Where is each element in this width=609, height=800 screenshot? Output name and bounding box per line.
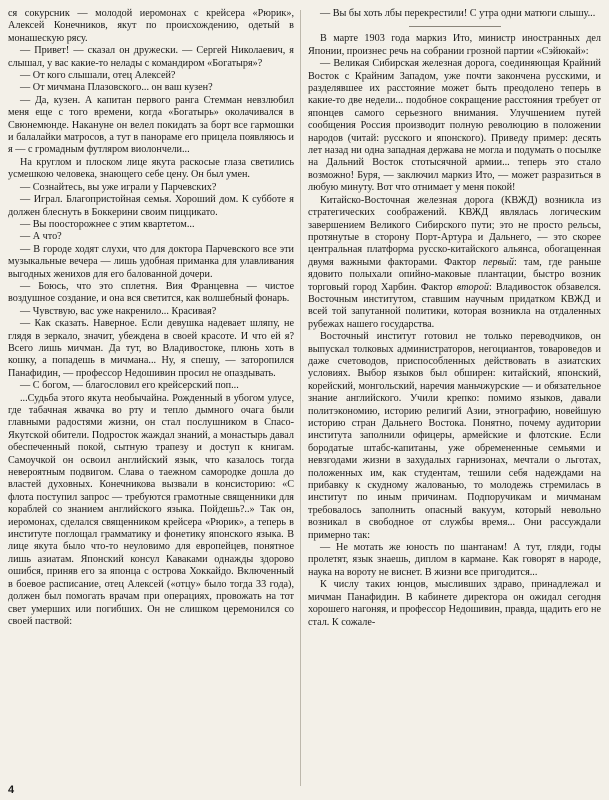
paragraph: Восточный институт готовил не только переводчиков, он выпускал толковых администраторов, негоциантов, товароведов и даже счетоводов, приспособленных действовать в азиатских условиях. Выбор языков был обширен: китайский, японский, корейский, монгольский, наречия маньчжурские — и обязательное знание английского. Учили крепко: помимо языков, давали политэкономию, историю религий Азии, этнографию, новейшую историю стран Дальнего Востока. Понятно, почему аудитории института заполнили офицеры, армейские и флотские. Если бородатые штабс-капитаны, уже обремененные семьями и невзгодами жизни в захудалых гарнизонах, мечтали о льготах, положенных им, как студентам, тешили себя надеждами на прибавку к скудному жалованью, то молодежь стремилась в институт по иным причинам. Подпоручикам и мичманам требовалось заполнить опасный вакуум, который невольно возникал в свободное от службы время... Они рассуждали примерно так: — [308, 331, 601, 541]
paragraph: В марте 1903 года маркиз Ито, министр иностранных дел Японии, произнес речь на собрании грозной партии «Сэйюкай»: — [308, 33, 601, 57]
column-divider — [300, 10, 301, 786]
paragraph: — Вы поосторожнее с этим квартетом... — [20, 218, 195, 230]
paragraph: — А что? — [20, 231, 62, 243]
page-number: 4 — [8, 784, 15, 796]
section-separator — [409, 26, 501, 27]
paragraph: — Играл. Благопристойная семья. Хороший дом. К субботе я должен блеснуть в Боккерини своим пиццикато. — [8, 194, 294, 218]
paragraph: — Сознайтесь, вы уже играли у Парчевских? — [20, 181, 217, 193]
paragraph: — Великая Сибирская железная дорога, соединяющая Крайний Восток с Крайним Западом, уже почти закончена русскими, и разделявшее их расстояние может быть преодолено теперь в какие-то две недели... подобное сокращение расстояния требует от японцев самого серьезного внимания. Улучшением путей сообщения Россия производит полную революцию в положении народов (читай: русского и японского). Приведу пример: десять лет назад ни одна западная держава не могла и подумать о посылке на Дальний Восток стотысячной армии... теперь это стало возможно! Буря, — заключил маркиз Ито, — может разразиться в любую минуту. Вот что отнимает у меня покой! — [308, 58, 601, 194]
paragraph: Китайско-Восточная железная дорога (КВЖД) возникла из стратегических соображений. КВЖД являлась логическим завершением Великого Сибирского пути; это не просто рельсы, протянутые в сторону Порт-Артура и Дальнего, — это скорее центральная платформа русско-китайского альянса, обогащенная двумя важными факторами. Фактор первый: там, где раньше ядовито полыхали опийно-маковые плантации, быстро возник торговый город Харбин. Фактор второй: Владивосток обзавелся. Восточным институтом, ставшим научным придатком КВЖД и всей той запутанной политики, которая возникла на отдаленных рубежах нашего государства. — [308, 194, 601, 330]
paragraph: На круглом и плоском лице якута раскосые глаза светились усмешкою человека, знающего себе цену. Он был умен. — [8, 156, 294, 181]
paragraph: — Боюсь, что это сплетня. Вия Францевна — чистое воздушное создание, и она вся светится, как волшебный фонарь. — [8, 280, 294, 305]
paragraph: — Как сказать. Наверное. Если девушка надевает шляпу, не глядя в зеркало, значит, убеждена в своей красоте. И что ей я? Всего лишь мичман. Да тут, во Владивостоке, плюнь хоть в кошку, а попадешь в мичмана... Ну, я спешу, — заторопился Панафидин, — профессор Недошивин просил не опаздывать. — [8, 318, 294, 379]
paragraph: К числу таких юнцов, мысливших здраво, принадлежал и мичман Панафидин. В кабинете директора он ожидал сегодня хорошего нагоняя, и профессор Недошивин, правда, щадить его не стал. К сожале- — [308, 579, 601, 628]
right-column-top-block — [308, 8, 601, 20]
paragraph: — С богом, — благословил его крейсерский поп... — [20, 380, 239, 392]
right-column-main-block — [308, 33, 601, 629]
paragraph: — Привет! — сказал он дружески. — Сергей Николаевич, я слышал, у вас какие-то нелады с командиром «Богатыря»? — [8, 45, 294, 69]
paragraph: — Не мотать же юность по шантанам! А тут, гляди, годы пролетят, язык знаешь, диплом в кармане. Как говорят в народе, наука на вороту не виснет. В жизни все пригодится... — [308, 542, 601, 578]
paragraph: — В городе ходят слухи, что для доктора Парчевского все эти музыкальные вечера — лишь удобная приманка для улавливания выгодных женихов для его балованной дочери. — [8, 243, 294, 280]
paragraph: — Чувствую, вас уже накренило... Красивая? — [20, 305, 217, 317]
paragraph: — Да, кузен. А капитан первого ранга Стемман невзлюбил меня еще с того времени, когда «Богатырь» околачивался в Свюнемюнде. Накануне он велел покидать за борт все гармошки и балалайки матросов, а тут в панораме его прицела появляюсь и я — с громадным футляром виолончели... — [8, 94, 294, 156]
paragraph: — Вы бы хоть лбы перекрестили! С утра одни матюги слышу... — [320, 8, 596, 19]
paragraph: — От кого слышали, отец Алексей? — [20, 70, 176, 82]
paragraph: ся сокурсник — молодой иеромонах с крейсера «Рюрик», Алексей Конечников, якут по происхождению, одетый в монашескую рясу. — [8, 8, 294, 44]
right-text-column — [308, 8, 601, 790]
paragraph: — От мичмана Плазовского... он ваш кузен? — [20, 82, 213, 94]
paragraph: ...Судьба этого якута необычайна. Рожденный в убогом улусе, где табачная жвачка во рту и тепло дымного очага были главными радостями жизни, он стал послушником в Спасо-Якутской обители. Подросток жаждал знаний, а монастырь давал обеспеченный покой, сытную трапезу и доступ к книгам. Самоучкой он освоил английский язык, что казалось тогда невероятным подвигом. Слава о таежном самородке дошла до властей духовных. Конечникова вызвали в консисторию: «С флота поступил запрос — требуются грамотные священники для кораблей со знанием английского языка. Пойдешь?..» Так он, иеромонах, сделался священником крейсера «Рюрик», а теперь в институте поглощал грамматику и фонетику японского языка. В лице якута было что-то неуловимо для европейцев, понятное лишь азиатам. Японский консул Каваками однажды здорово ошибся, приняв его за японца с острова Хоккайдо. Включенный в боевое расписание, отец Алексей («отцу» было тогда 33 года), должен был помогать врачам при операциях, провожать на тот свет умерших или погибших. Он не слишком церемонился со своей паствой: — [8, 392, 294, 627]
left-text-column — [8, 8, 294, 790]
